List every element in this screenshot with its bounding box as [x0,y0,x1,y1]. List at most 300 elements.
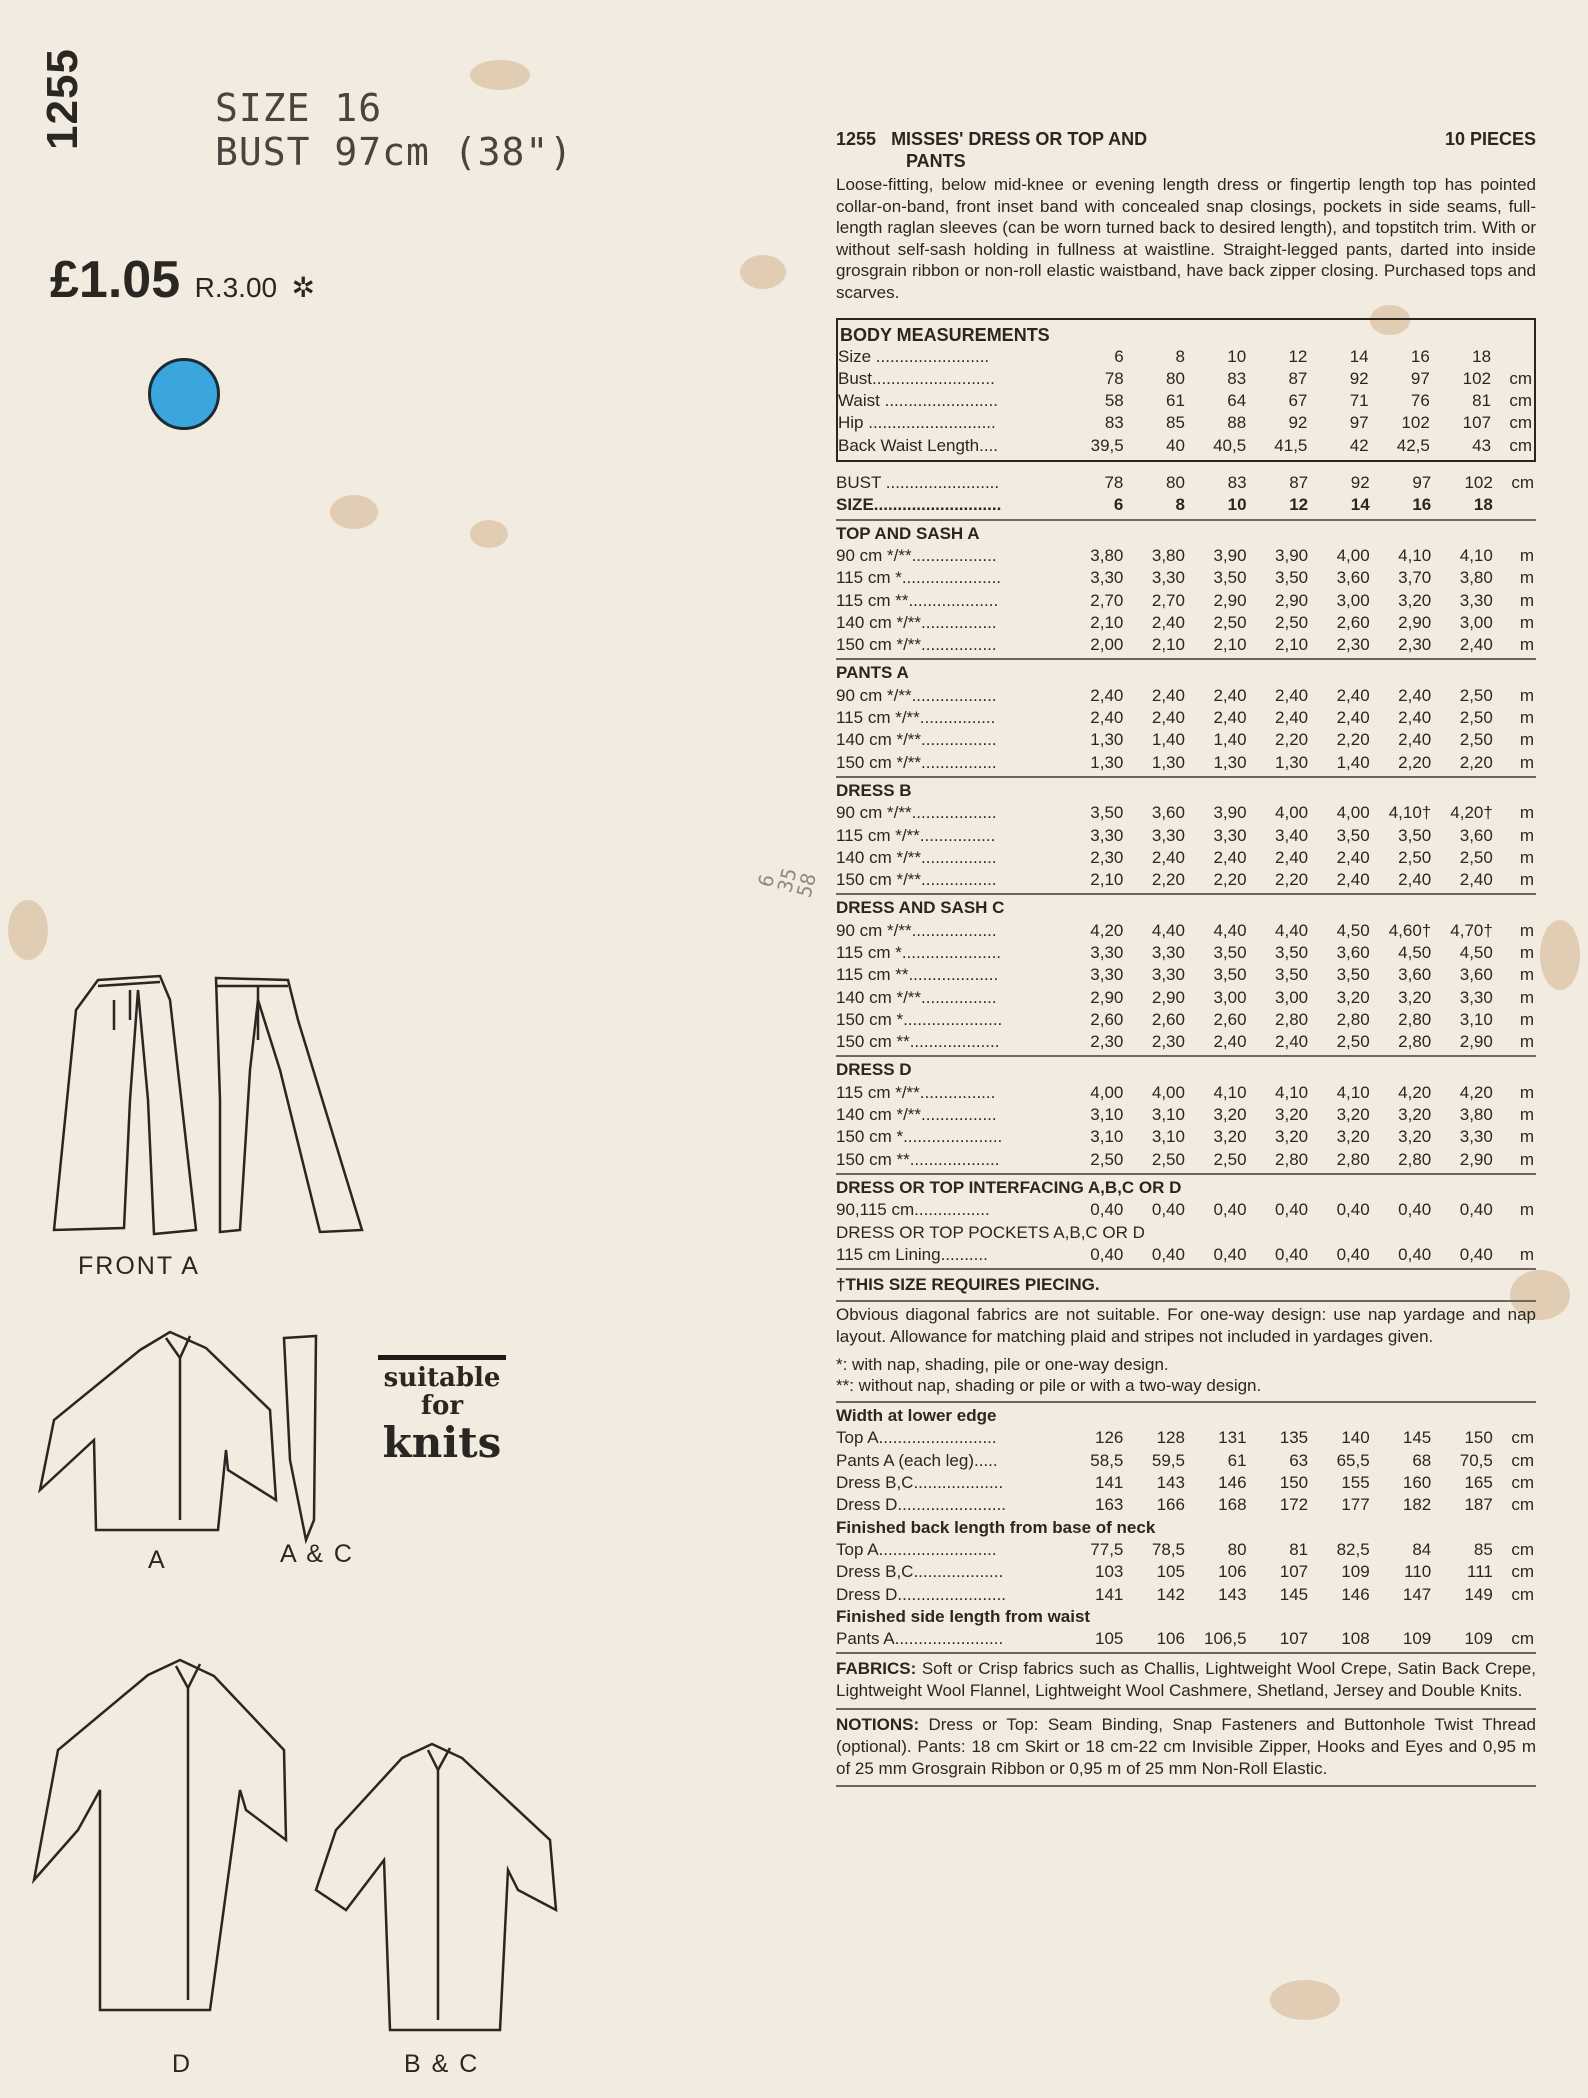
row-label: Pants A (each leg)..... [836,1450,998,1470]
row-value: 2,50 [1459,730,1493,750]
fabrics-text: Soft or Crisp fabrics such as Challis, Lightweight Wool Crepe, Satin Back Crepe, Lightweight Wool Flannel, Lightweight Wool Cashmere, Shetland, Jersey and Double Knits. [836,1659,1536,1701]
row-value: 2,60 [1151,1009,1185,1029]
row-value: 64 [1227,391,1247,411]
row-value: 76 [1410,391,1430,411]
table-row [836,920,1536,942]
row-value: 3,20 [1336,1127,1370,1147]
row-value: 4,00 [1275,803,1309,823]
yardage-table [836,1059,1536,1170]
row-value: 3,30 [1151,568,1185,588]
body-measurements-title: BODY MEASUREMENTS [840,324,1050,345]
fabrics-label: FABRICS: [836,1659,917,1679]
knits-line1: suitable [383,1363,501,1393]
row-value: 83 [1227,473,1247,493]
table-row [836,1104,1536,1126]
caption-b-c: B & C [404,2050,480,2078]
row-value: 3,90 [1213,545,1247,565]
bust-size-table [836,472,1536,517]
knits-line2: for [420,1391,464,1421]
row-value: 165 [1464,1473,1493,1493]
stain [1540,920,1580,990]
row-value: 150 [1279,1473,1309,1493]
row-label: 90 cm */**.................. [836,803,997,823]
row-value: 143 [1218,1584,1247,1604]
row-value: 85 [1166,413,1185,433]
row-value: 92 [1350,473,1370,493]
row-value: 0,40 [1336,1200,1370,1220]
row-unit: cm [1511,1428,1534,1448]
row-label: 150 cm *..................... [836,1127,1003,1147]
row-value: 2,50 [1459,685,1493,705]
row-label: 115 cm *..................... [836,568,1002,588]
price-sub: R.3.00 [194,272,278,303]
row-value: 3,50 [1336,825,1370,845]
row-label: Hip ........................... [838,413,996,433]
row-value: 135 [1279,1428,1309,1448]
row-value: 92 [1288,413,1308,433]
row-value: 3,00 [1459,612,1493,632]
row-value: 2,10 [1151,635,1185,655]
row-value: 168 [1218,1495,1247,1515]
row-value: 109 [1402,1629,1432,1649]
header-title [836,128,1147,150]
row-value: 61 [1227,1450,1247,1470]
row-value: 67 [1288,391,1308,411]
caption-d: D [172,2050,193,2078]
row-value: 128 [1156,1428,1185,1448]
row-label: 115 cm *..................... [836,942,1002,962]
section-title-row [836,1405,1536,1427]
row-label: Dress D....................... [836,1495,1007,1515]
row-value: 16 [1412,495,1432,515]
row-label: Back Waist Length.... [838,435,998,455]
row-unit: m [1519,1105,1534,1125]
row-label: 140 cm */**................ [836,847,997,867]
row-value: 0,40 [1398,1244,1432,1264]
table-row [836,752,1536,774]
section-title: DRESS OR TOP POCKETS A,B,C OR D [836,1222,1145,1242]
row-value: 63 [1289,1450,1309,1470]
row-value: 2,40 [1336,847,1370,867]
info-column [836,128,1536,1789]
row-value: 4,50 [1398,942,1432,962]
row-value: 2,40 [1090,685,1124,705]
row-value: 2,40 [1151,847,1185,867]
section-title: TOP AND SASH A [836,523,980,543]
row-value: 3,00 [1213,987,1247,1007]
pants-front-drawing [54,976,196,1234]
row-unit: m [1519,870,1534,890]
finished-table [836,1606,1536,1651]
row-value: 141 [1095,1584,1124,1604]
row-value: 58,5 [1090,1450,1124,1470]
size-stamp: SIZE 16 [215,86,383,130]
row-unit: cm [1509,368,1532,388]
row-value: 142 [1156,1584,1185,1604]
stain [470,520,508,548]
row-value: 97 [1410,368,1430,388]
row-unit [1491,346,1534,368]
row-value: 3,00 [1336,590,1370,610]
section-title: PANTS A [836,663,909,683]
row-value: 2,40 [1213,847,1247,867]
row-value: 0,40 [1213,1200,1247,1220]
row-unit: cm [1511,1562,1534,1582]
row-value: 147 [1402,1584,1432,1604]
row-value: 0,40 [1459,1200,1493,1220]
row-value: 0,40 [1275,1244,1309,1264]
fabric-note: Obvious diagonal fabrics are not suitable. For one-way design: use nap yardage and nap layout. Allowance for matching plaid and stripes not included in yardages given. [836,1304,1536,1346]
table-row [836,1082,1536,1104]
nap-note-1: *: with nap, shading, pile or one-way design. [836,1354,1169,1374]
row-value: 2,40 [1398,730,1432,750]
knits-badge [378,1355,506,1466]
row-value: 150 [1464,1428,1493,1448]
row-value: 2,80 [1398,1032,1432,1052]
yardage-table [836,897,1536,1053]
row-value: 172 [1279,1495,1309,1515]
row-value: 2,80 [1336,1149,1370,1169]
table-row [836,1561,1536,1583]
row-unit: m [1519,803,1534,823]
row-value: 2,40 [1151,685,1185,705]
row-value: 2,90 [1398,612,1432,632]
row-value: 2,50 [1213,1149,1247,1169]
row-unit: cm [1511,1584,1534,1604]
row-value: 3,20 [1398,987,1432,1007]
table-row [836,802,1536,824]
table-row [836,545,1536,567]
row-unit: cm [1511,1629,1534,1649]
table-row [838,368,1534,390]
header-title-line1: MISSES' DRESS OR TOP AND [891,129,1148,149]
row-unit: m [1519,752,1534,772]
row-value: 2,30 [1090,1032,1124,1052]
row-value: 2,90 [1459,1149,1493,1169]
section-title-row [836,897,1536,919]
row-label: SIZE........................... [836,495,1002,515]
row-value: 0,40 [1213,1244,1247,1264]
row-value: 146 [1341,1584,1370,1604]
notes [836,1274,1536,1397]
row-value: 2,90 [1275,590,1309,610]
row-value: 65,5 [1336,1450,1370,1470]
row-value: 2,10 [1213,635,1247,655]
row-unit: m [1519,730,1534,750]
row-value: 2,80 [1275,1009,1309,1029]
body-measurements-box [836,318,1536,462]
row-value: 87 [1288,368,1308,388]
row-label: Size ........................ [838,346,990,366]
row-value: 3,20 [1275,1105,1309,1125]
row-label: 140 cm */**................ [836,612,997,632]
row-value: 4,00 [1336,803,1370,823]
section-title: DRESS B [836,780,912,800]
row-unit: cm [1511,1539,1534,1559]
row-value: 0,40 [1151,1200,1185,1220]
row-value: 106 [1156,1629,1185,1649]
row-value: 3,20 [1398,590,1432,610]
row-value: 10 [1227,495,1247,515]
row-value: 2,40 [1275,685,1309,705]
row-value: 4,10 [1398,545,1432,565]
row-unit: m [1519,545,1534,565]
caption-a-c: A & C [280,1540,354,1568]
row-label: Dress B,C................... [836,1562,1004,1582]
row-value: 2,50 [1275,612,1309,632]
row-value: 145 [1279,1584,1309,1604]
row-unit: m [1519,1244,1534,1264]
row-value: 3,20 [1398,1127,1432,1147]
row-value: 2,80 [1398,1149,1432,1169]
row-value: 1,40 [1336,752,1370,772]
knits-line3: knits [382,1418,502,1467]
pockets-table [836,1222,1536,1267]
row-value: 107 [1279,1562,1309,1582]
row-value: 110 [1404,1562,1432,1582]
row-value: 2,50 [1459,847,1493,867]
row-value: 92 [1349,368,1369,388]
table-row [836,590,1536,612]
row-unit: m [1519,635,1534,655]
row-value: 145 [1402,1428,1432,1448]
row-value: 3,20 [1336,987,1370,1007]
row-value: 4,10 [1336,1082,1370,1102]
row-value: 105 [1095,1629,1124,1649]
row-value: 3,50 [1275,965,1309,985]
pencil-note: 6 35 58 [753,865,822,900]
row-value: 109 [1464,1629,1493,1649]
row-value: 39,5 [1090,435,1124,455]
table-row [836,1244,1536,1266]
dress-d-drawing [34,1660,286,2010]
table-row [836,1472,1536,1494]
row-label: 150 cm *..................... [836,1009,1003,1029]
row-value: 4,20 [1398,1082,1432,1102]
row-value: 2,40 [1336,685,1370,705]
row-value: 42,5 [1396,435,1430,455]
row-label: 140 cm */**................ [836,730,997,750]
bust-stamp: BUST 97cm (38") [215,130,574,174]
row-label: 150 cm */**................ [836,635,997,655]
row-value: 2,10 [1090,870,1124,890]
row-value: 2,40 [1151,612,1185,632]
section-title-row [836,1177,1536,1199]
row-value: 2,60 [1090,1009,1124,1029]
row-value: 2,40 [1090,708,1124,728]
row-value: 187 [1464,1495,1493,1515]
section-title-row [836,780,1536,802]
row-value: 2,40 [1398,685,1432,705]
row-value: 4,00 [1090,1082,1124,1102]
row-value: 4,20† [1450,803,1493,823]
row-unit: m [1519,1082,1534,1102]
row-value: 8 [1175,495,1185,515]
row-value: 18 [1473,495,1493,515]
row-value: 163 [1095,1495,1124,1515]
row-value: 8 [1175,346,1185,366]
row-value: 141 [1095,1473,1124,1493]
row-value: 0,40 [1090,1244,1124,1264]
row-value: 146 [1218,1473,1247,1493]
fabrics-block [836,1658,1536,1702]
row-value: 4,40 [1151,920,1185,940]
table-row [836,472,1536,494]
row-value: 2,40 [1275,847,1309,867]
knits-rule [378,1355,506,1360]
row-value: 3,80 [1459,1105,1493,1125]
table-row [836,1199,1536,1221]
row-value: 4,10 [1275,1082,1309,1102]
row-value: 3,20 [1213,1127,1247,1147]
row-value: 2,30 [1398,635,1432,655]
row-value: 2,50 [1090,1149,1124,1169]
row-value: 59,5 [1151,1450,1185,1470]
row-value: 2,80 [1275,1149,1309,1169]
section-title: Width at lower edge [836,1406,997,1426]
table-row [836,1584,1536,1606]
row-value: 58 [1104,391,1124,411]
row-value: 2,50 [1398,847,1432,867]
row-value: 3,90 [1275,545,1309,565]
row-value: 0,40 [1459,1244,1493,1264]
row-value: 3,30 [1213,825,1247,845]
header [836,128,1536,150]
notions-block [836,1714,1536,1779]
row-value: 1,30 [1090,730,1124,750]
section-title: Finished side length from waist [836,1606,1091,1626]
row-value: 78 [1104,473,1124,493]
row-value: 3,60 [1398,965,1432,985]
row-value: 3,60 [1336,942,1370,962]
row-unit: m [1519,1032,1534,1052]
header-pieces: 10 PIECES [1444,129,1536,149]
row-value: 77,5 [1090,1539,1124,1559]
row-value: 1,30 [1275,752,1309,772]
table-row [836,634,1536,656]
row-value: 106 [1218,1562,1247,1582]
row-value: 6 [1114,346,1124,366]
row-value: 3,50 [1213,965,1247,985]
row-value: 155 [1341,1473,1370,1493]
row-value: 10 [1227,346,1247,366]
row-unit: m [1519,1009,1534,1029]
row-value: 3,50 [1275,942,1309,962]
row-value: 2,40 [1275,1032,1309,1052]
table-row [836,987,1536,1009]
row-value: 2,30 [1090,847,1124,867]
yardage-section [836,523,1536,1175]
row-value: 3,50 [1275,568,1309,588]
row-value: 4,40 [1213,920,1247,940]
row-value: 2,80 [1398,1009,1432,1029]
table-row [836,869,1536,891]
table-row [836,1009,1536,1031]
row-value: 82,5 [1336,1539,1370,1559]
row-value: 2,20 [1275,870,1309,890]
row-value: 2,50 [1213,612,1247,632]
row-unit: cm [1509,391,1532,411]
row-value: 3,70 [1398,568,1432,588]
row-value: 18 [1472,346,1492,366]
row-value: 3,00 [1275,987,1309,1007]
row-value: 3,10 [1090,1127,1124,1147]
row-unit: m [1519,568,1534,588]
row-value: 2,40 [1336,708,1370,728]
row-label: Dress D....................... [836,1584,1007,1604]
price-main: £1.05 [50,251,181,309]
body-measurements-table [838,346,1534,457]
row-label: 115 cm Lining.......... [836,1244,988,1264]
row-label: 150 cm **................... [836,1032,1000,1052]
row-unit: m [1519,1200,1534,1220]
row-label: 115 cm **................... [836,590,999,610]
section-title-row [836,1222,1536,1244]
row-value: 2,20 [1398,752,1432,772]
table-row [836,1539,1536,1561]
row-value: 3,80 [1459,568,1493,588]
table-row [836,942,1536,964]
row-value: 61 [1166,391,1185,411]
row-label: BUST ........................ [836,473,1000,493]
row-value: 102 [1462,368,1492,388]
notions-label: NOTIONS: [836,1714,920,1734]
row-value: 111 [1467,1562,1493,1582]
row-value: 2,20 [1151,870,1185,890]
row-value: 177 [1341,1495,1370,1515]
price [50,250,315,310]
row-unit: m [1519,1127,1534,1147]
row-value: 68 [1412,1450,1432,1470]
row-value: 41,5 [1274,435,1308,455]
row-value: 0,40 [1336,1244,1370,1264]
row-value: 0,40 [1151,1244,1185,1264]
table-row [838,346,1534,368]
stain [330,495,378,529]
row-unit: m [1519,708,1534,728]
row-value: 78,5 [1151,1539,1185,1559]
row-value: 3,60 [1459,825,1493,845]
pants-back-drawing [216,978,362,1232]
star-icon: ✲ [291,272,316,303]
row-value: 103 [1095,1562,1124,1582]
row-label: 90 cm */**.................. [836,920,997,940]
table-row [836,1427,1536,1449]
row-value: 4,00 [1336,545,1370,565]
table-row [836,729,1536,751]
row-value: 3,30 [1090,825,1124,845]
row-label: 115 cm **................... [836,965,999,985]
row-value: 0,40 [1090,1200,1124,1220]
row-unit [1493,494,1536,516]
row-value: 3,20 [1275,1127,1309,1147]
row-value: 2,40 [1336,870,1370,890]
row-value: 109 [1341,1562,1370,1582]
row-value: 80 [1166,473,1185,493]
row-value: 78 [1104,368,1124,388]
row-unit: m [1519,920,1534,940]
row-label: Pants A....................... [836,1629,1004,1649]
row-value: 70,5 [1459,1450,1493,1470]
row-value: 3,40 [1275,825,1309,845]
row-value: 131 [1218,1428,1247,1448]
header-number: 1255 [836,129,877,149]
row-value: 2,80 [1336,1009,1370,1029]
row-label: 150 cm **................... [836,1149,1000,1169]
table-row [838,390,1534,412]
row-value: 107 [1279,1629,1309,1649]
row-value: 108 [1341,1629,1370,1649]
